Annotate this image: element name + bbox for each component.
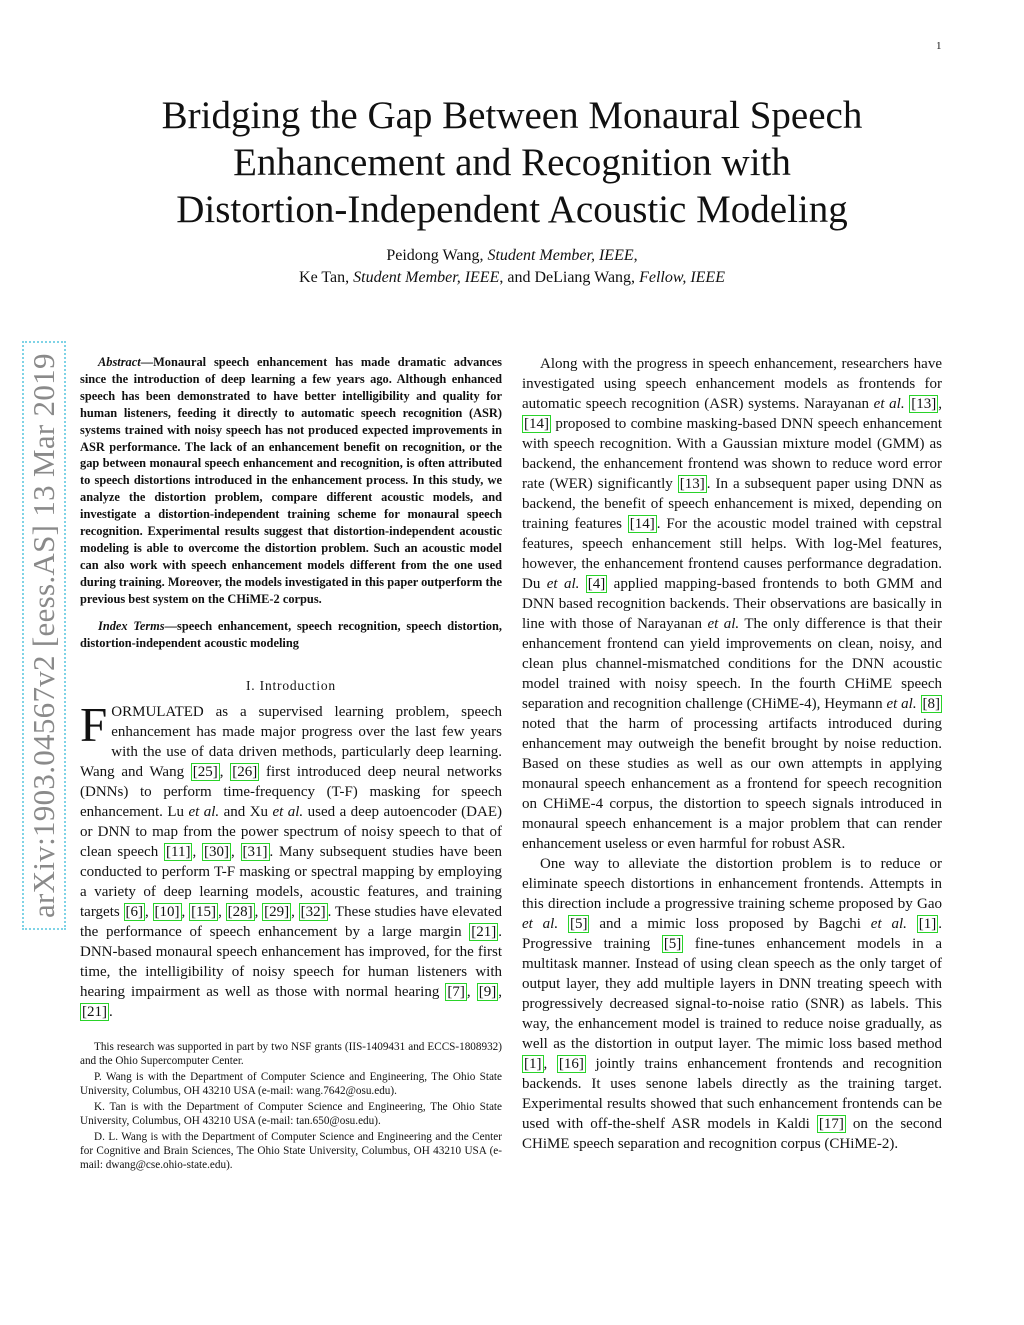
text-separator: , [466, 984, 477, 1001]
body-text-run: jointly trains enhancement frontends and recognition backends. It uses senone labels directly as the training target. Experimental results showed that such enhancement frontends can be used with off-the-shelf ASR models in Kaldi [522, 1056, 943, 1132]
text-separator [907, 916, 917, 932]
body-paragraph [522, 354, 942, 854]
body-text-run: first introduced deep neural networks (DNNs) to perform time-frequency (T-F) masking for speech enhancement. Lu [80, 764, 503, 821]
citation-link[interactable]: [31] [242, 844, 268, 861]
et-al-text: et al. [188, 804, 220, 821]
text-separator: , [254, 904, 263, 921]
body-text-run: used a deep autoencoder (DAE) or DNN to map from the power spectrum of noisy speech to that of clean speech [80, 804, 503, 861]
author-name: Peidong Wang, [386, 247, 488, 264]
body-text-run: . In a subsequent paper using DNN as backend, the benefit of speech enhancement is mixed, depending on training features [522, 476, 942, 532]
body-text-run: noted that the harm of processing artifacts introduced during enhancement may outweigh the benefit brought by noise reduction. Based on these studies as well as our own attempts in applying monaural speech enhancement as a frontend for speech recognition on CHiME-4 corpus, the distortion to speech signals introduced in monaural speech enhancement is a major problem that can render enhancement useless or even harmful for robust ASR. [522, 716, 942, 852]
citation-link[interactable]: [30] [203, 844, 229, 861]
body-text-run: on the second CHiME speech separation and recognition corpus (CHiME-2). [522, 1116, 942, 1152]
citation-link[interactable]: [9] [478, 984, 497, 1001]
page-number: 1 [936, 40, 942, 52]
citation-link[interactable]: [5] [569, 916, 588, 932]
citation-link[interactable]: [11] [166, 844, 191, 861]
section-heading-introduction: I. Introduction [246, 678, 336, 694]
author-name: , and DeLiang Wang, [499, 269, 640, 286]
right-column [522, 354, 942, 1154]
text-separator [558, 916, 568, 932]
text-separator: , [543, 1056, 557, 1072]
author-name: Ke Tan, [299, 269, 354, 286]
drop-cap: F [80, 697, 108, 753]
body-text-run: and a mimic loss proposed by Bagchi [589, 916, 871, 932]
citation-link[interactable]: [1] [918, 916, 937, 932]
et-al-text: et al. [522, 916, 559, 932]
footnotes [80, 1040, 502, 1172]
citation-link[interactable]: [26] [232, 764, 258, 781]
text-separator: , [938, 396, 943, 412]
citation-link[interactable]: [5] [663, 936, 682, 952]
et-al-text: et al. [546, 576, 580, 592]
author-membership: Fellow, IEEE [639, 269, 725, 286]
citation-link[interactable]: [13] [679, 476, 705, 492]
abstract-text: —Monaural speech enhancement has made dramatic advances since the introduction of deep learning a few years ago. Although enhanced speech has been demonstrated to have better intelligibility and quality for human listeners, feeding it directly to automatic speech recognition (ASR) systems trained with noisy speech has not produced expected improvements in ASR performance. The lack of an enhancement benefit on recognition, or the gap between monaural speech enhancement and recognition, is often attributed to speech distortions introduced in the enhancement process. In this study, we analyze the distortion problem, compare different acoustic models, and investigate a distortion-independent training scheme for monaural speech recognition. Experimental results suggest that distortion-independent acoustic modeling is able to overcome the distortion problem. Such an acoustic model can also work with speech enhancement models different from the one used during training. Moreover, the models investigated in this paper outperform the previous best system on the CHiME-2 corpus. [80, 355, 502, 606]
citation-link[interactable]: [6] [125, 904, 143, 921]
title-line: Distortion-Independent Acoustic Modeling [176, 188, 848, 231]
body-text-run: . Many subsequent studies have been conducted to perform T-F masking or spectral mapping by employing a variety of deep learning models, acoustic features, and training targets [80, 844, 503, 921]
citation-link[interactable]: [10] [154, 904, 180, 921]
index-terms-label: Index Terms [98, 618, 165, 633]
text-separator: , [219, 764, 231, 781]
abstract-label: Abstract [98, 355, 141, 369]
text-separator: , [230, 844, 241, 861]
citation-link[interactable]: [32] [300, 904, 326, 921]
citation-link[interactable]: [1] [524, 1056, 542, 1072]
citation-link[interactable]: [29] [264, 904, 290, 921]
author-separator: , [633, 247, 638, 264]
body-text-run: . For the acoustic model trained with cepstral features, speech enhancement still helps. With log-Mel features, however, the enhancement frontend causes performance degradation. Du [522, 516, 942, 592]
body-text-run: and Xu [219, 804, 273, 821]
body-text-run: ORMULATED as a supervised learning problem, speech enhancement has made major progress over the last few years with the use of data driven methods, particularly deep learning. Wang and Wang [80, 704, 502, 781]
author-membership: Student Member, IEEE [487, 247, 634, 264]
body-text-run: proposed to combine masking-based DNN speech enhancement with speech recognition. With a Gaussian mixture model (GMM) as backend, the enhancement frontend was shown to reduce word error rate (WER) significantly [522, 416, 942, 492]
citation-link[interactable]: [8] [922, 696, 940, 712]
body-text-run: . DNN-based monaural speech enhancement has improved, for the first time, the intelligibility of noisy speech for human listeners with hearing impairment as well as those with normal hearing [80, 924, 502, 1001]
footnote-funding: This research was supported in part by two NSF grants (IIS-1409431 and ECCS-1808932) and the Ohio Supercomputer Center. [80, 1041, 502, 1068]
text-separator: , [181, 904, 190, 921]
citation-link[interactable]: [7] [447, 984, 465, 1001]
citation-link[interactable]: [17] [818, 1116, 844, 1132]
citation-link[interactable]: [21] [82, 1004, 107, 1021]
index-terms-text: —speech enhancement, speech recognition, speech distortion, distortion-independent acoustic modeling [80, 618, 502, 650]
citation-link[interactable]: [25] [192, 764, 218, 781]
paper-title [100, 92, 924, 233]
body-text-run: One way to alleviate the distortion problem is to reduce or eliminate speech distortions in enhancement frontends. Attempts in this direction include a progressive training scheme proposed by Gao [522, 856, 942, 912]
body-text-run: . [109, 1004, 113, 1021]
citation-link[interactable]: [14] [524, 416, 549, 432]
left-column [80, 354, 502, 1174]
body-text-run: The only difference is that their enhancement frontend can yield improvements on clean, noisy, and clean plus channel-mismatched conditions for the DNN acoustic model trained with noisy speech. In the fourth CHiME speech separation and recognition challenge (CHiME-4), Heymann [522, 616, 942, 712]
et-al-text: et al. [870, 916, 907, 932]
author-line [100, 267, 924, 289]
body-text-run: Along with the progress in speech enhancement, researchers have investigated using speech enhancement models as frontends for automatic speech recognition (ASR) systems. Narayanan [522, 356, 942, 412]
author-list [100, 245, 924, 289]
citation-link[interactable]: [21] [471, 924, 497, 941]
citation-link[interactable]: [15] [191, 904, 217, 921]
et-al-text: et al. [886, 696, 917, 712]
text-separator [917, 696, 921, 712]
text-separator: , [145, 904, 153, 921]
title-line: Bridging the Gap Between Monaural Speech [161, 94, 863, 137]
text-separator: , [291, 904, 299, 921]
text-separator [579, 576, 585, 592]
citation-link[interactable]: [16] [558, 1056, 584, 1072]
text-separator: , [192, 844, 202, 861]
citation-link[interactable]: [14] [629, 516, 655, 532]
arxiv-identifier-stamp[interactable]: arXiv:1903.04567v2 [eess.AS] 13 Mar 2019 [22, 341, 66, 930]
et-al-text: et al. [707, 616, 740, 632]
text-separator: , [218, 904, 226, 921]
citation-link[interactable]: [28] [227, 904, 253, 921]
abstract [80, 354, 502, 608]
citation-link[interactable]: [4] [587, 576, 606, 592]
author-membership: Student Member, IEEE [353, 269, 500, 286]
et-al-text: et al. [873, 396, 905, 412]
footnote-affiliation: P. Wang is with the Department of Computer Science and Engineering, The Ohio State University, Columbus, OH 43210 USA (e-mail: wang.7642@osu.edu). [80, 1071, 502, 1098]
footnote-affiliation: K. Tan is with the Department of Computer Science and Engineering, The Ohio State University, Columbus, OH 43210 USA (e-mail: tan.650@osu.edu). [80, 1101, 502, 1128]
body-text-run: applied mapping-based frontends to both GMM and DNN based recognition backends. Their observations are basically in line with those of Narayanan [522, 576, 942, 632]
et-al-text: et al. [272, 804, 304, 821]
body-paragraph [522, 854, 942, 1154]
body-text-run: fine-tunes enhancement models in a multitask manner. Instead of using clean speech as the only target of output layer, they add multiple layers in DNN treating speech with progressively decreased signal-to-noise ratio (SNR) as labels. This way, the enhancement model is trained to reduce noise gradually, as well as the distortion in output layer. The mimic loss based method [522, 936, 942, 1052]
citation-link[interactable]: [13] [911, 396, 937, 412]
intro-paragraph [80, 697, 503, 1022]
title-line: Enhancement and Recognition with [233, 141, 791, 184]
index-terms [80, 618, 502, 652]
author-line [100, 245, 924, 267]
body-text-run: . These studies have elevated the performance of speech enhancement by a large margin [80, 904, 503, 941]
footnote-affiliation: D. L. Wang is with the Department of Computer Science and Engineering and the Center for Cognitive and Brain Sciences, The Ohio State University, Columbus, OH 43210 USA (e-mail: dwang@cse.ohio-state.edu). [80, 1131, 502, 1172]
body-text-run: . Progressive training [522, 916, 943, 952]
text-separator: , [498, 984, 502, 1001]
